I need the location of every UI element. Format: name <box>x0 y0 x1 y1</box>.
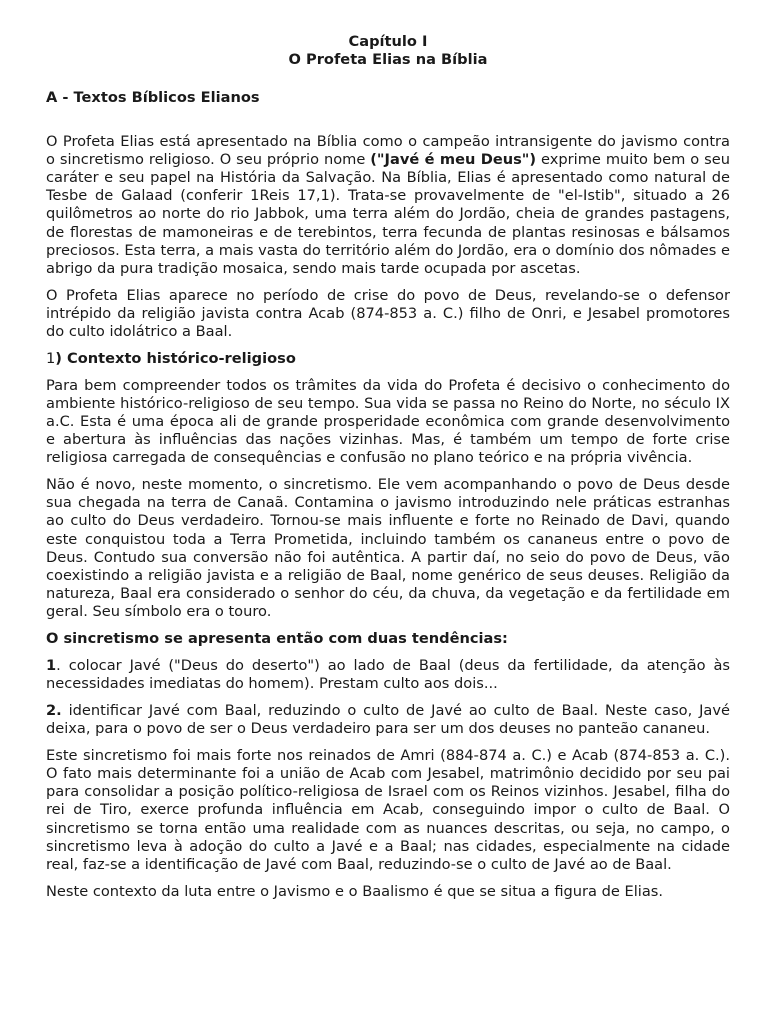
chapter-title: O Profeta Elias na Bíblia <box>288 51 488 69</box>
tendencies-heading: O sincretismo se apresenta então com duas tendências: <box>46 630 508 648</box>
tendency-1-number: 1 <box>46 656 57 674</box>
intro-paragraph <box>46 133 730 279</box>
crisis-paragraph: O Profeta Elias aparece no período de crise do povo de Deus, revelando-se o defensor intrépido da religião javista contra Acab (874-853 a. C.) filho de Onri, e Jesabel promotores do culto idolátrico a Baal. <box>46 286 730 341</box>
tendency-1 <box>46 657 730 693</box>
syncretism-paragraph: Não é novo, neste momento, o sincretismo. Ele vem acompanhando o povo de Deus desde sua chegada na terra de Canaã. Contamina o javismo introduzindo nele práticas estranhas ao culto do Deus verdadeiro. Tornou-se mais influente e forte no Reinado de Davi, quando este conquistou toda a Terra Prometida, incluindo também os cananeus entre o povo de Deus. Contudo sua conversão não foi autêntica. A partir daí, no seio do povo de Deus, vão coexistindo a religião javista e a religião de Baal, nome genérico de seus deuses. Religião da natureza, Baal era considerado o senhor do céu, da chuva, da vegetação e da fertilidade em geral. Seu símbolo era o touro. <box>46 476 730 621</box>
tendency-2 <box>46 702 730 738</box>
tendency-2-text: identificar Javé com Baal, reduzindo o culto de Javé ao culto de Baal. Neste caso, Javé deixa, para o povo de ser o Deus verdadeiro para ser um dos deuses no panteão cananeu. <box>46 701 730 737</box>
intro-text-part2: exprime muito bem o seu caráter e seu papel na História da Salvação. Na Bíblia, Elias é apresentado como natural de Tesbe de Galaad (conferir 1Reis 17,1). Trata-se provavelmente de "el-Istib", situado a 26 quilômetros ao norte do rio Jabbok, uma terra além do Jordão, cheia de grandes pastagens, de florestas de mamoneiras e de terebintos, terra fecunda de plantas resinosas e bálsamos preciosos. Esta terra, a mais vasta do território além do Jordão, era o domínio dos nômades e abrigo da pura tradição mosaica, sendo mais tarde ocupada por ascetas. <box>46 150 731 278</box>
chapter-label: Capítulo I <box>348 33 428 50</box>
tendency-2-number: 2. <box>46 701 62 719</box>
section-heading-a: A - Textos Bíblicos Elianos <box>46 89 260 107</box>
tendency-1-text: . colocar Javé ("Deus do deserto") ao lado de Baal (deus da fertilidade, da atenção às necessidades imediatas do homem). Prestam culto aos dois... <box>46 656 730 693</box>
context-paragraph: Para bem compreender todos os trâmites da vida do Profeta é decisivo o conhecimento do ambiente histórico-religioso de seu tempo. Sua vida se passa no Reino do Norte, no século IX a.C. Esta é uma época ali de grande prosperidade econômica com grande desenvolvimento e abertura às influências das nações vizinhas. Mas, é também um tempo de forte crise religiosa carregada de consequências e confusão no plano teórico e na própria vivência. <box>46 376 730 467</box>
final-paragraph: Neste contexto da luta entre o Javismo e o Baalismo é que se situa a figura de Elias. <box>46 882 664 900</box>
intro-name-meaning: ("Javé é meu Deus") <box>370 150 537 168</box>
subsection-heading-1 <box>46 350 730 368</box>
intro-text-part1: O Profeta Elias está apresentado na Bíblia como o campeão intransigente do javismo contra o sincretismo religioso. O seu próprio nome <box>46 132 730 168</box>
subsection-label: ) Contexto histórico-religioso <box>55 349 296 367</box>
reigns-paragraph: Este sincretismo foi mais forte nos reinados de Amri (884-874 a. C.) e Acab (874-853 a. C.). O fato mais determinante foi a união de Acab com Jesabel, matrimônio decidido por seu pai para consolidar a posição político-religiosa de Israel com os Reinos vizinhos. Jesabel, filha do rei de Tiro, exerce profunda influência em Acab, conseguindo impor o culto de Baal. O sincretismo se torna então uma realidade com as nuances descritas, ou seja, no campo, o sincretismo leva à adoção do culto a Javé e a Baal; nas cidades, especialmente na cidade real, faz-se a identificação de Javé com Baal, reduzindo-se o culto de Javé ao de Baal. <box>46 746 730 873</box>
subsection-number: 1 <box>46 349 56 367</box>
